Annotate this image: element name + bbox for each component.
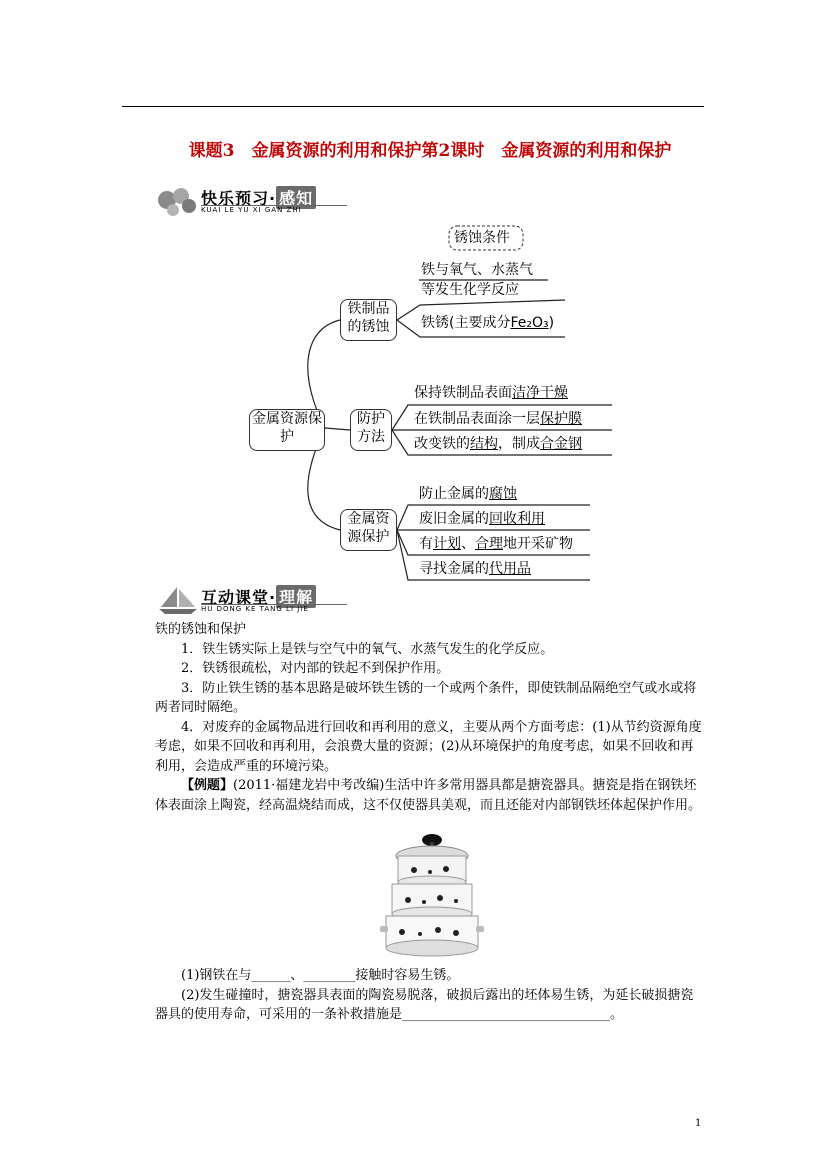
rust-leaf-1: 铁与氧气、水蒸气 (421, 262, 533, 278)
content-body (155, 620, 705, 815)
enamel-pot-image (378, 826, 486, 958)
mindmap-branch-protect: 防护方法 (350, 409, 392, 451)
example-label: 【例题】 (181, 778, 234, 793)
section-banner-class: 互动课堂· 理解 HU DONG KE TANG LI JIE (155, 585, 355, 615)
banner-tag: 理解 (276, 585, 316, 608)
point-1: 1．铁生锈实际上是铁与空气中的氧气、水蒸气发生的化学反应。 (181, 641, 554, 657)
point-2: 2．铁锈很疏松，对内部的铁起不到保护作用。 (181, 661, 450, 676)
rust-leaf-1b: 等发生化学反应 (421, 282, 519, 298)
banner-pinyin: HU DONG KE TANG LI JIE (201, 605, 309, 613)
point-4: 4．对废弃的金属物品进行回收和再利用的意义，主要从两个方面考虑：(1)从节约资源角度考虑，如果不回收和再利用，会浪费大量的资源；(2)从环境保护的角度考虑，如果不回收和再利用，会造成严重的环境污染。 (155, 719, 702, 774)
page-title: 课题3 金属资源的利用和保护第2课时 金属资源的利用和保护 (188, 141, 672, 161)
rust-condition-label: 锈蚀条件 (454, 230, 510, 246)
question-1: (1)钢铁在与______、________接触时容易生锈。 (181, 968, 460, 983)
page-number: 1 (695, 1118, 702, 1129)
resource-leaf-1: 防止金属的腐蚀 (419, 486, 517, 502)
section-banner-preview: 快乐预习· 感知 KUAI LE YU XI GAN ZHI (155, 186, 355, 216)
protect-leaf-1: 保持铁制品表面洁净干燥 (414, 385, 568, 401)
content-heading: 铁的锈蚀和保护 (155, 622, 247, 637)
resource-leaf-3: 有计划、合理地开采矿物 (419, 536, 573, 552)
protect-leaf-3: 改变铁的结构，制成合金钢 (414, 436, 582, 452)
banner-tag: 感知 (276, 186, 316, 209)
question-2: (2)发生碰撞时，搪瓷器具表面的陶瓷易脱落，破损后露出的坯体易生锈，为延长破损搪瓷器具的使用寿命，可采用的一条补救措施是________________________________。 (155, 987, 694, 1022)
protect-leaf-2: 在铁制品表面涂一层保护膜 (414, 411, 582, 427)
sailboat-icon (155, 585, 201, 615)
banner-title: 互动课堂 (201, 588, 270, 607)
mindmap-branch-rust: 铁制品的锈蚀 (340, 299, 397, 341)
point-3: 3．防止铁生锈的基本思路是破坏铁生锈的一个或两个条件，即使铁制品隔绝空气或水或将两者同时隔绝。 (155, 680, 697, 715)
question-block (155, 966, 705, 1025)
rust-leaf-2: 铁锈(主要成分Fe₂O₃) (421, 315, 555, 331)
mindmap-branch-resource: 金属资源保护 (340, 509, 397, 551)
example-paragraph: 【例题】(2011·福建龙岩中考改编)生活中许多常用器具都是搪瓷器具。搪瓷是指在钢铁坯体表面涂上陶瓷，经高温烧结而成，这不仅使器具美观，而且还能对内部钢铁坯体起保护作用。 (155, 778, 702, 813)
banner-pinyin: KUAI LE YU XI GAN ZHI (201, 206, 302, 214)
resource-leaf-4: 寻找金属的代用品 (419, 561, 531, 577)
mindmap-root: 金属资源保护 (249, 409, 325, 451)
resource-leaf-2: 废旧金属的回收利用 (419, 511, 545, 527)
banner-title: 快乐预习 (201, 189, 270, 208)
